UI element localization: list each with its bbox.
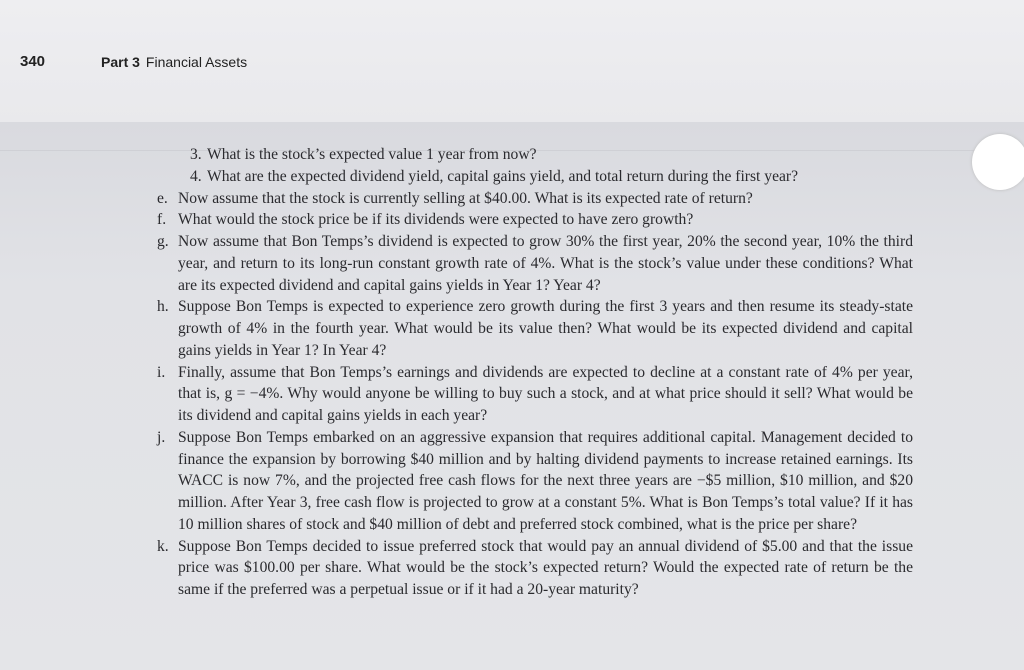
item-label: j.	[157, 428, 166, 446]
item-text: Suppose Bon Temps decided to issue preferred stock that would pay an annual dividend of $5.00 and that the issue price was $100.00 per share. What would be the stock’s expected return? Would the expected rate of return be the same if the preferred was a perpetual issue or if it had a 20-year maturity?	[178, 537, 913, 598]
list-item	[157, 188, 913, 210]
list-item	[157, 536, 913, 601]
item-text: Now assume that Bon Temps’s dividend is expected to grow 30% the first year, 20% the second year, 10% the third year, and return to its long-run constant growth rate of 4%. What is the stock’s value under these conditions? What are its expected dividend and capital gains yields in Year 1? Year 4?	[178, 233, 913, 294]
item-text: What is the stock’s expected value 1 year from now?	[207, 146, 537, 163]
running-header	[101, 54, 247, 70]
list-item	[157, 231, 913, 296]
list-item	[157, 144, 913, 166]
item-text: What would the stock price be if its dividends were expected to have zero growth?	[178, 211, 694, 229]
item-label: i.	[157, 363, 166, 381]
item-label: g.	[157, 233, 169, 250]
item-text: What are the expected dividend yield, capital gains yield, and total return during the first year?	[207, 167, 799, 185]
item-label: k.	[157, 537, 169, 555]
part-label: Part 3	[101, 54, 140, 70]
item-text: Suppose Bon Temps is expected to experience zero growth during the first 3 years and then resume its steady-state growth of 4% in the fourth year. What would be its value then? What would be its expected dividend and capital gains yields in Year 1? In Year 4?	[178, 298, 913, 359]
page-number: 340	[20, 53, 46, 70]
item-label: f.	[157, 211, 167, 229]
list-item	[157, 166, 913, 188]
item-label: 4.	[190, 167, 202, 185]
part-title: Financial Assets	[145, 54, 248, 70]
list-item	[157, 362, 913, 427]
item-text: Finally, assume that Bon Temps’s earnings and dividends are expected to decline at a constant rate of 4% per year, that is, g = −4%. Why would anyone be willing to buy such a stock, and at what price should it sell? What would be its dividend and capital gains yields in each year?	[178, 363, 913, 424]
problem-list	[157, 144, 913, 601]
item-label: h.	[157, 298, 169, 316]
list-item	[157, 209, 913, 231]
item-label: 3.	[190, 146, 202, 163]
list-item	[157, 296, 913, 361]
item-text: Suppose Bon Temps embarked on an aggressive expansion that requires additional capital. Management decided to finance the expansion by borrowing $40 million and by halting dividend payments to increase retained earnings. Its WACC is now 7%, and the projected free cash flows for the next three years are −$5 million, $10 million, and $20 million. After Year 3, free cash flow is projected to grow at a constant 5%. What is Bon Temps’s total value? If it has 10 million shares of stock and $40 million of debt and preferred stock combined, what is the price per share?	[178, 428, 913, 533]
item-text: Now assume that the stock is currently selling at $40.00. What is its expected rate of return?	[178, 189, 753, 207]
hole-punch-mark	[972, 134, 1024, 190]
list-item	[157, 427, 913, 536]
item-label: e.	[157, 189, 168, 207]
